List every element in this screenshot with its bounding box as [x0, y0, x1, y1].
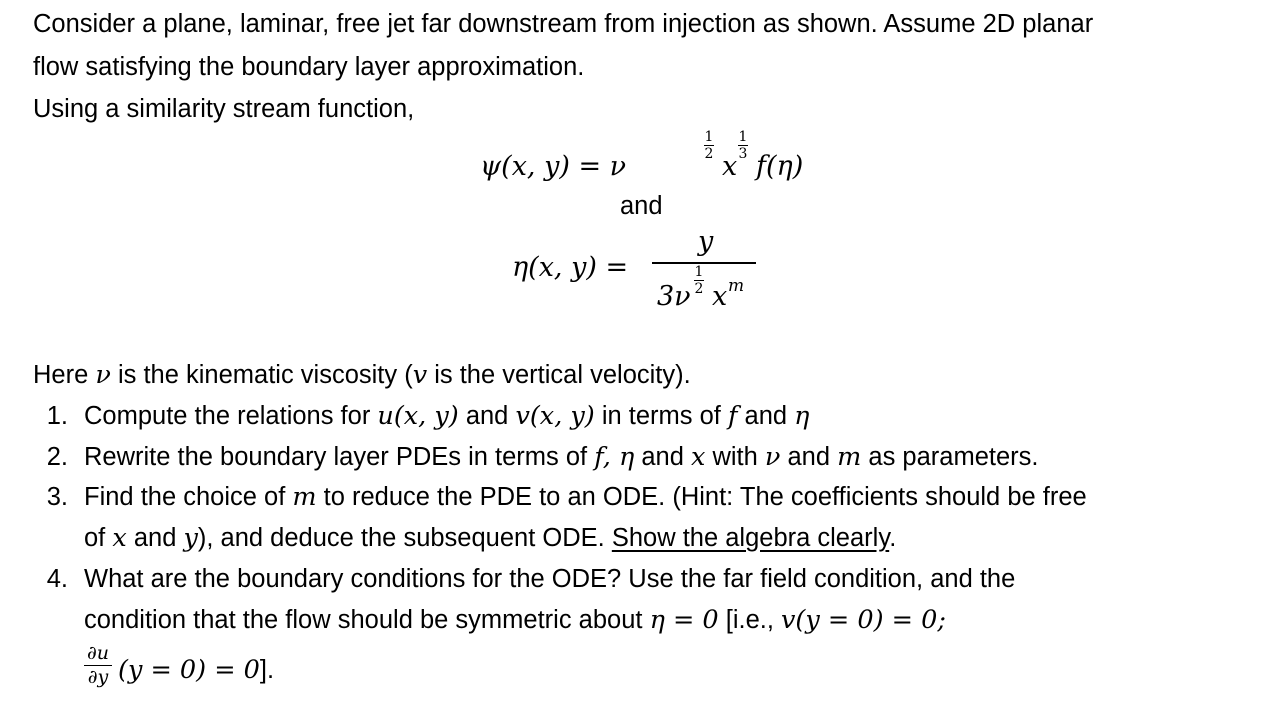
eta-den-x: x [712, 281, 728, 312]
psi-lhs: ψ(x, y) = ν [480, 151, 627, 182]
eta-nu-exponent: 1 2 [694, 264, 704, 297]
item-1-text: Compute the relations for u(x, y) and v(x, y) in terms of f and η [84, 401, 810, 431]
item-4-line-2: condition that the flow should be symmetric about η = 0 [i.e., v(y = 0) = 0; [84, 605, 946, 635]
psi-x-exponent: 1 3 [738, 129, 748, 162]
item-number-3: 3. [46, 483, 68, 511]
eta-fraction-bar [652, 262, 756, 264]
partial-derivative: ∂u ∂y [84, 644, 112, 687]
item-number-1: 1. [46, 402, 68, 430]
item-number-4: 4. [46, 565, 68, 593]
eta-numerator: y [698, 226, 714, 257]
item-3-line-2: of x and y), and deduce the subsequent ODE. Show the algebra clearly. [84, 523, 897, 553]
psi-x: x [722, 151, 738, 182]
psi-nu-exponent: 1 2 [704, 129, 714, 162]
intro-line-1: Consider a plane, laminar, free jet far downstream from injection as shown. Assume 2D planar [33, 10, 1094, 38]
psi-f-eta: f(η) [756, 151, 804, 182]
item-4-line-1: What are the boundary conditions for the ODE? Use the far field condition, and the [84, 565, 1016, 593]
item-2-text: Rewrite the boundary layer PDEs in terms of f, η and x with ν and m as parameters. [84, 442, 1039, 472]
eta-den-m: m [728, 276, 745, 296]
underlined-instruction: Show the algebra clearly [611, 524, 890, 552]
item-number-2: 2. [46, 443, 68, 471]
intro-line-3: Using a similarity stream function, [33, 95, 415, 123]
intro-line-2: flow satisfying the boundary layer approximation. [33, 53, 585, 81]
eta-den-3nu: 3ν [657, 281, 691, 312]
item-3-line-1: Find the choice of m to reduce the PDE to an ODE. (Hint: The coefficients should be free [84, 482, 1087, 512]
viscosity-note: Here ν is the kinematic viscosity (v is the vertical velocity). [33, 360, 691, 390]
eta-lhs: η(x, y) = [512, 252, 629, 283]
and-connector: and [620, 192, 663, 220]
